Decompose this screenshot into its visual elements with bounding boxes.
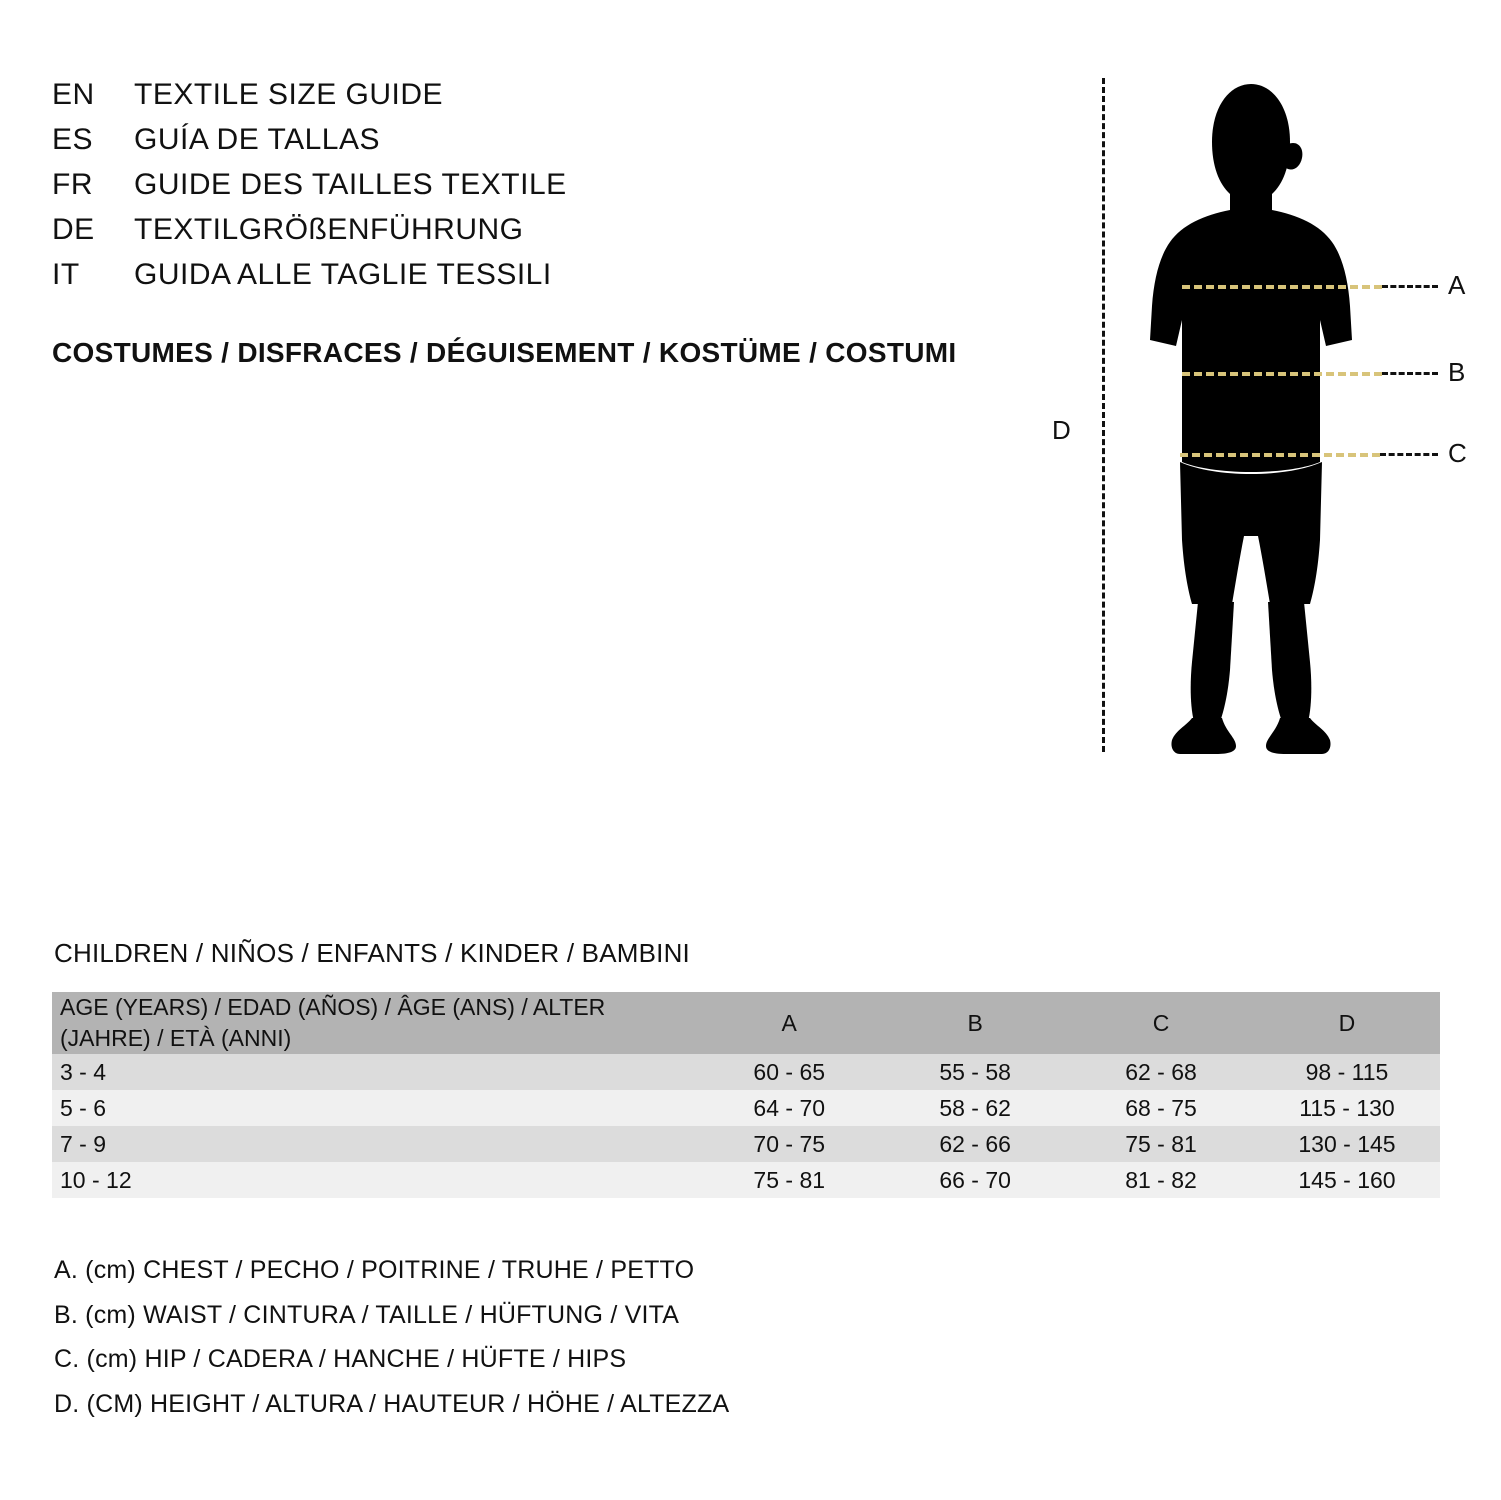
cell-age: 5 - 6 — [60, 1094, 107, 1121]
table-row — [52, 1162, 1440, 1198]
chest-label-a: A — [1448, 270, 1466, 300]
chest-measure-line — [1182, 285, 1382, 289]
legend-item-a: A. (cm) CHEST / PECHO / POITRINE / TRUHE / PETTO — [54, 1256, 695, 1284]
column-header-age: AGE (YEARS) / EDAD (AÑOS) / ÂGE (ANS) / ALTER (JAHRE) / ETÀ (ANNI) — [60, 994, 606, 1052]
legend-item-d: D. (CM) HEIGHT / ALTURA / HAUTEUR / HÖHE / ALTEZZA — [54, 1389, 730, 1418]
cell-a: 75 - 81 — [753, 1166, 826, 1193]
size-figure — [1030, 60, 1470, 760]
cell-d: 115 - 130 — [1299, 1094, 1395, 1121]
language-code-fr: FR — [52, 168, 93, 201]
language-row-fr — [52, 162, 1032, 207]
table-row — [52, 1126, 1440, 1162]
cell-b: 58 - 62 — [939, 1094, 1011, 1121]
cell-b: 62 - 66 — [939, 1130, 1011, 1157]
waist-label-b: B — [1448, 357, 1466, 387]
language-list — [52, 72, 1032, 297]
language-text-de: TEXTILGRÖßENFÜHRUNG — [134, 213, 524, 246]
cell-d: 98 - 115 — [1305, 1058, 1389, 1085]
hip-label-c: C — [1448, 438, 1467, 468]
size-table — [52, 992, 1440, 1198]
language-row-en — [52, 72, 1032, 117]
column-header-d: D — [1338, 1009, 1356, 1036]
language-code-en: EN — [52, 78, 95, 111]
cell-b: 55 - 58 — [939, 1058, 1011, 1085]
language-row-it — [52, 252, 1032, 297]
language-code-es: ES — [52, 123, 94, 156]
cell-c: 75 - 81 — [1125, 1130, 1197, 1157]
cell-a: 64 - 70 — [753, 1094, 826, 1121]
cell-age: 10 - 12 — [60, 1166, 132, 1193]
column-header-a: A — [781, 1009, 797, 1036]
cell-d: 130 - 145 — [1298, 1130, 1396, 1157]
cell-age: 7 - 9 — [60, 1130, 107, 1157]
waist-leader-line — [1382, 372, 1438, 375]
language-row-de — [52, 207, 1032, 252]
cell-a: 70 - 75 — [753, 1130, 826, 1157]
column-header-b: B — [967, 1009, 983, 1036]
table-row — [52, 1054, 1440, 1090]
hip-measure-line — [1180, 453, 1380, 457]
language-text-en: TEXTILE SIZE GUIDE — [134, 78, 444, 111]
measurement-legend — [54, 1248, 729, 1426]
costumes-subtitle: COSTUMES / DISFRACES / DÉGUISEMENT / KOSTÜME / COSTUMI — [52, 337, 957, 368]
height-dashed-line — [1102, 78, 1105, 752]
language-text-it: GUIDA ALLE TAGLIE TESSILI — [134, 258, 552, 291]
table-header-row — [52, 992, 1440, 1054]
chest-leader-line — [1382, 285, 1438, 288]
cell-c: 68 - 75 — [1125, 1094, 1197, 1121]
cell-b: 66 - 70 — [939, 1166, 1011, 1193]
hip-leader-line — [1380, 453, 1438, 456]
language-text-es: GUÍA DE TALLAS — [134, 123, 380, 156]
cell-d: 145 - 160 — [1298, 1166, 1396, 1193]
legend-item-b: B. (cm) WAIST / CINTURA / TAILLE / HÜFTUNG / VITA — [54, 1300, 680, 1329]
table-body — [52, 1054, 1440, 1198]
table-row — [52, 1090, 1440, 1126]
cell-c: 81 - 82 — [1125, 1166, 1197, 1193]
column-header-c: C — [1152, 1009, 1170, 1036]
language-text-fr: GUIDE DES TAILLES TEXTILE — [134, 168, 567, 201]
child-silhouette-icon — [1120, 70, 1380, 760]
height-label-d: D — [1052, 415, 1071, 445]
table-title: CHILDREN / NIÑOS / ENFANTS / KINDER / BAMBINI — [54, 938, 690, 968]
legend-item-c: C. (cm) HIP / CADERA / HANCHE / HÜFTE / HIPS — [54, 1345, 627, 1373]
cell-a: 60 - 65 — [753, 1058, 826, 1085]
language-code-de: DE — [52, 213, 95, 246]
language-row-es — [52, 117, 1032, 162]
cell-age: 3 - 4 — [60, 1058, 107, 1085]
table-header — [52, 992, 1440, 1054]
language-code-it: IT — [52, 258, 80, 291]
cell-c: 62 - 68 — [1125, 1058, 1197, 1085]
waist-measure-line — [1182, 372, 1382, 376]
